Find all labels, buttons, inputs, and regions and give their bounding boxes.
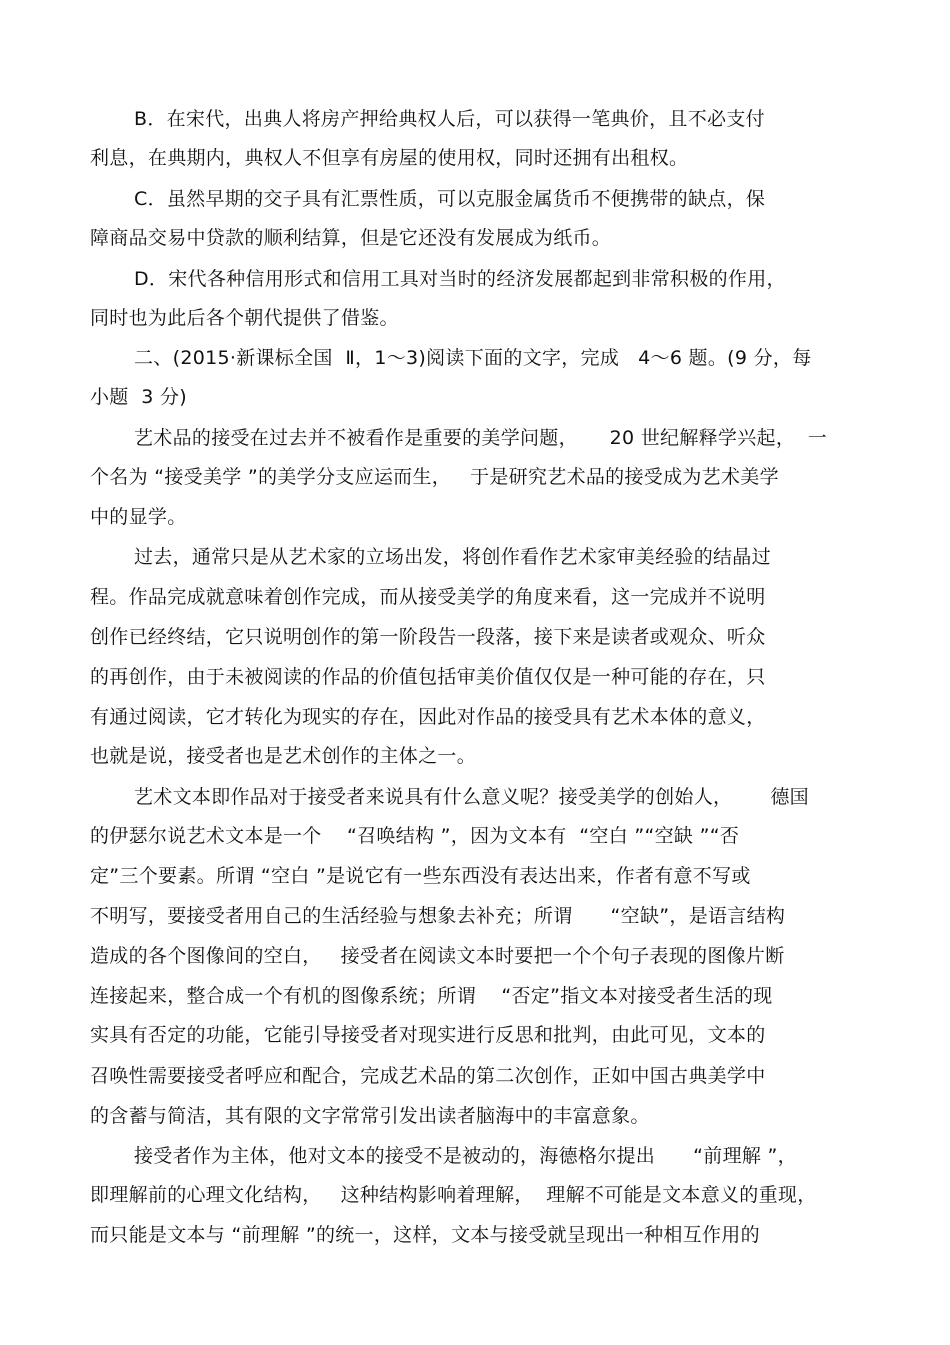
paragraph-1-line-3: 中的显学。 [90,506,187,528]
option-b-line-2: 利息，在典期内，典权人不但享有房屋的使用权，同时还拥有出租权。 [90,147,689,169]
paragraph-2-line-6: 也就是说，接受者也是艺术创作的主体之一。 [90,745,477,767]
option-d-line-1: D．宋代各种信用形式和信用工具对当时的经济发展都起到非常积极的作用， [134,268,786,290]
paragraph-4-line-1: 接受者作为主体，他对文本的接受不是被动的，海德格尔提出 “前理解 ”， [134,1145,797,1167]
option-d-line-2: 同时也为此后各个朝代提供了借鉴。 [90,307,399,329]
paragraph-3-line-1: 艺术文本即作品对于接受者来说具有什么意义呢？接受美学的创始人， 德国 [134,786,809,808]
paragraph-3-line-2: 的伊瑟尔说艺术文本是一个 “召唤结构 ”，因为文本有 “空白 ”“空缺 ”“否 [90,825,740,847]
paragraph-2-line-2: 程。作品完成就意味着创作完成，而从接受美学的角度来看，这一完成并不说明 [90,586,766,608]
paragraph-1-line-2: 个名为 “接受美学 ”的美学分支应运而生， 于是研究艺术品的接受成为艺术美学 [90,466,779,488]
paragraph-3-line-7: 实具有否定的功能，它能引导接受者对现实进行反思和批判，由此可见，文本的 [90,1024,766,1046]
paragraph-3-line-3: 定”三个要素。所谓 “空白 ”是说它有一些东西没有表达出来，作者有意不写或 [90,865,751,887]
option-c-line-1: C．虽然早期的交子具有汇票性质，可以克服金属货币不便携带的缺点，保 [134,188,766,210]
paragraph-2-line-1: 过去，通常只是从艺术家的立场出发，将创作看作艺术家审美经验的结晶过 [134,546,771,568]
paragraph-3-line-5: 造成的各个图像间的空白， 接受者在阅读文本时要把一个个句子表现的图像片断 [90,945,785,967]
paragraph-2-line-5: 有通过阅读，它才转化为现实的存在，因此对作品的接受具有艺术本体的意义， [90,706,766,728]
option-c-line-2: 障商品交易中贷款的顺利结算，但是它还没有发展成为纸币。 [90,227,612,249]
section-heading-line-2: 小题 3 分) [90,386,188,408]
paragraph-1-line-1: 艺术品的接受在过去并不被看作是重要的美学问题， 20 世纪解释学兴起， 一 [134,427,828,449]
paragraph-4-line-2: 即理解前的心理文化结构， 这种结构影响着理解， 理解不可能是文本意义的重现， [90,1184,817,1206]
option-b-line-1: B．在宋代，出典人将房产押给典权人后，可以获得一笔典价，且不必支付 [134,108,765,130]
paragraph-3-line-6: 连接起来，整合成一个有机的图像系统；所谓 “否定”指文本对接受者生活的现 [90,985,773,1007]
paragraph-4-line-3: 而只能是文本与 “前理解 ”的统一，这样，文本与接受就呈现出一种相互作用的 [90,1224,760,1246]
paragraph-2-line-3: 创作已经终结，它只说明创作的第一阶段告一段落，接下来是读者或观众、听众 [90,626,766,648]
paragraph-3-line-8: 召唤性需要接受者呼应和配合，完成艺术品的第二次创作，正如中国古典美学中 [90,1065,766,1087]
paragraph-3-line-9: 的含蓄与简洁，其有限的文字常常引发出读者脑海中的丰富意象。 [90,1105,650,1127]
paragraph-2-line-4: 的再创作，由于未被阅读的作品的价值包括审美价值仅仅是一种可能的存在，只 [90,666,766,688]
paragraph-3-line-4: 不明写，要接受者用自己的生活经验与想象去补充；所谓 “空缺”，是语言结构 [90,905,786,927]
section-heading-line-1: 二、(2015·新课标全国 Ⅱ，1～3)阅读下面的文字，完成 4～6 题。(9 分，每 [134,347,812,369]
